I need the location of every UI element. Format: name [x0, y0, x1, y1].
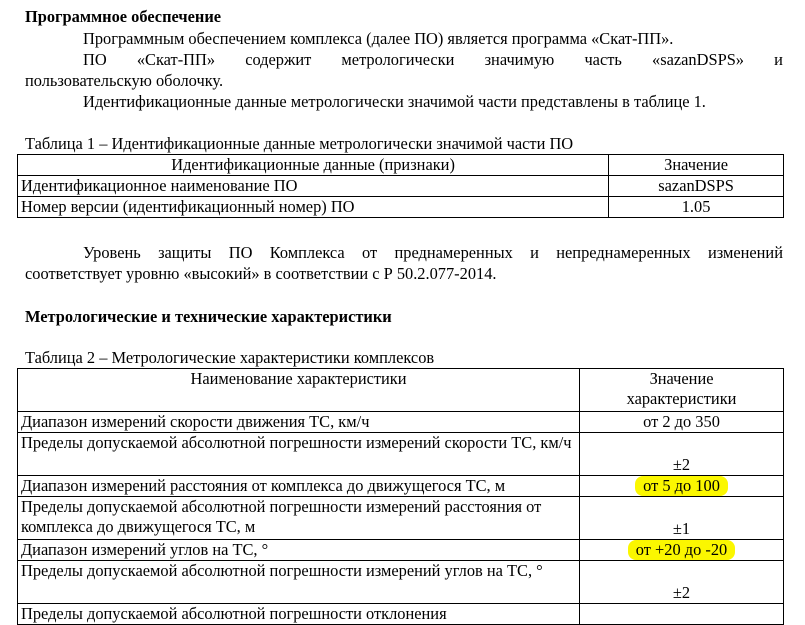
table-header-row	[18, 369, 784, 412]
table1	[17, 154, 784, 218]
table-cell: Пределы допускаемой абсолютной погрешности измерений расстояния от комплекса до движущегося ТС, м	[18, 497, 580, 540]
paragraph-protection-level	[83, 242, 783, 263]
word: непреднамеренных	[556, 243, 691, 262]
table-row	[18, 561, 784, 604]
word: ПО	[228, 243, 253, 262]
table-cell: Диапазон измерений расстояния от комплекса до движущегося ТС, м	[18, 476, 580, 497]
paragraph-identification-data: Идентификационные данные метрологически значимой части представлены в таблице 1.	[83, 92, 706, 111]
word: Комплекса	[269, 243, 345, 262]
table-header-cell: Значение	[609, 155, 784, 176]
table-cell	[580, 604, 784, 625]
word: «sazanDSPS»	[652, 50, 745, 69]
table-header-cell: Наименование характеристики	[18, 369, 580, 412]
word: часть	[584, 50, 622, 69]
table-row	[18, 176, 784, 197]
table2	[17, 368, 784, 625]
table-cell: Диапазон измерений углов на ТС, °	[18, 540, 580, 561]
word: преднамеренных	[394, 243, 513, 262]
word: изменений	[707, 243, 783, 262]
word: от	[362, 243, 378, 262]
table-cell: Номер версии (идентификационный номер) ПО	[18, 197, 609, 218]
word: ПО	[83, 50, 107, 69]
section-heading-characteristics: Метрологические и технические характеристики	[25, 307, 392, 326]
table-row	[18, 540, 784, 561]
table-row	[18, 497, 784, 540]
table-cell: ±1	[580, 497, 784, 540]
table-cell	[580, 540, 784, 561]
table-cell: Идентификационное наименование ПО	[18, 176, 609, 197]
word: метрологически	[341, 50, 455, 69]
table-cell: ±2	[580, 561, 784, 604]
table-row	[18, 604, 784, 625]
table-cell	[580, 476, 784, 497]
table1-caption: Таблица 1 – Идентификационные данные метрологически значимой части ПО	[25, 134, 574, 153]
table-row	[18, 433, 784, 476]
highlighted-value: от 5 до 100	[635, 476, 728, 496]
table-row	[18, 197, 784, 218]
table-cell: sazanDSPS	[609, 176, 784, 197]
paragraph-software-contains-line2: пользовательскую оболочку.	[25, 71, 224, 90]
table-row	[18, 476, 784, 497]
section-heading-software: Программное обеспечение	[25, 7, 222, 26]
paragraph-software-contains	[83, 49, 783, 70]
word: Уровень	[83, 243, 141, 262]
table-cell: Пределы допускаемой абсолютной погрешности измерений скорости ТС, км/ч	[18, 433, 580, 476]
word: «Скат-ПП»	[136, 50, 216, 69]
table-cell: Пределы допускаемой абсолютной погрешности отклонения	[18, 604, 580, 625]
table-header-cell: Идентификационные данные (признаки)	[18, 155, 609, 176]
word: значимую	[484, 50, 555, 69]
table-cell: ±2	[580, 433, 784, 476]
paragraph-protection-level-line2: соответствует уровню «высокий» в соответствии с Р 50.2.077-2014.	[25, 264, 497, 283]
table-row	[18, 412, 784, 433]
word: и	[774, 50, 783, 69]
table-header-cell: Значение характеристики	[580, 369, 784, 412]
word: защиты	[158, 243, 212, 262]
table-cell: Диапазон измерений скорости движения ТС, км/ч	[18, 412, 580, 433]
table-cell: Пределы допускаемой абсолютной погрешности измерений углов на ТС, °	[18, 561, 580, 604]
table-header-row	[18, 155, 784, 176]
paragraph-software-program: Программным обеспечением комплекса (далее ПО) является программа «Скат-ПП».	[83, 29, 674, 48]
word: и	[530, 243, 539, 262]
word: содержит	[245, 50, 312, 69]
highlighted-value: от +20 до -20	[628, 540, 735, 560]
table-cell: от 2 до 350	[580, 412, 784, 433]
table-cell: 1.05	[609, 197, 784, 218]
table2-caption: Таблица 2 – Метрологические характеристики комплексов	[25, 348, 435, 367]
